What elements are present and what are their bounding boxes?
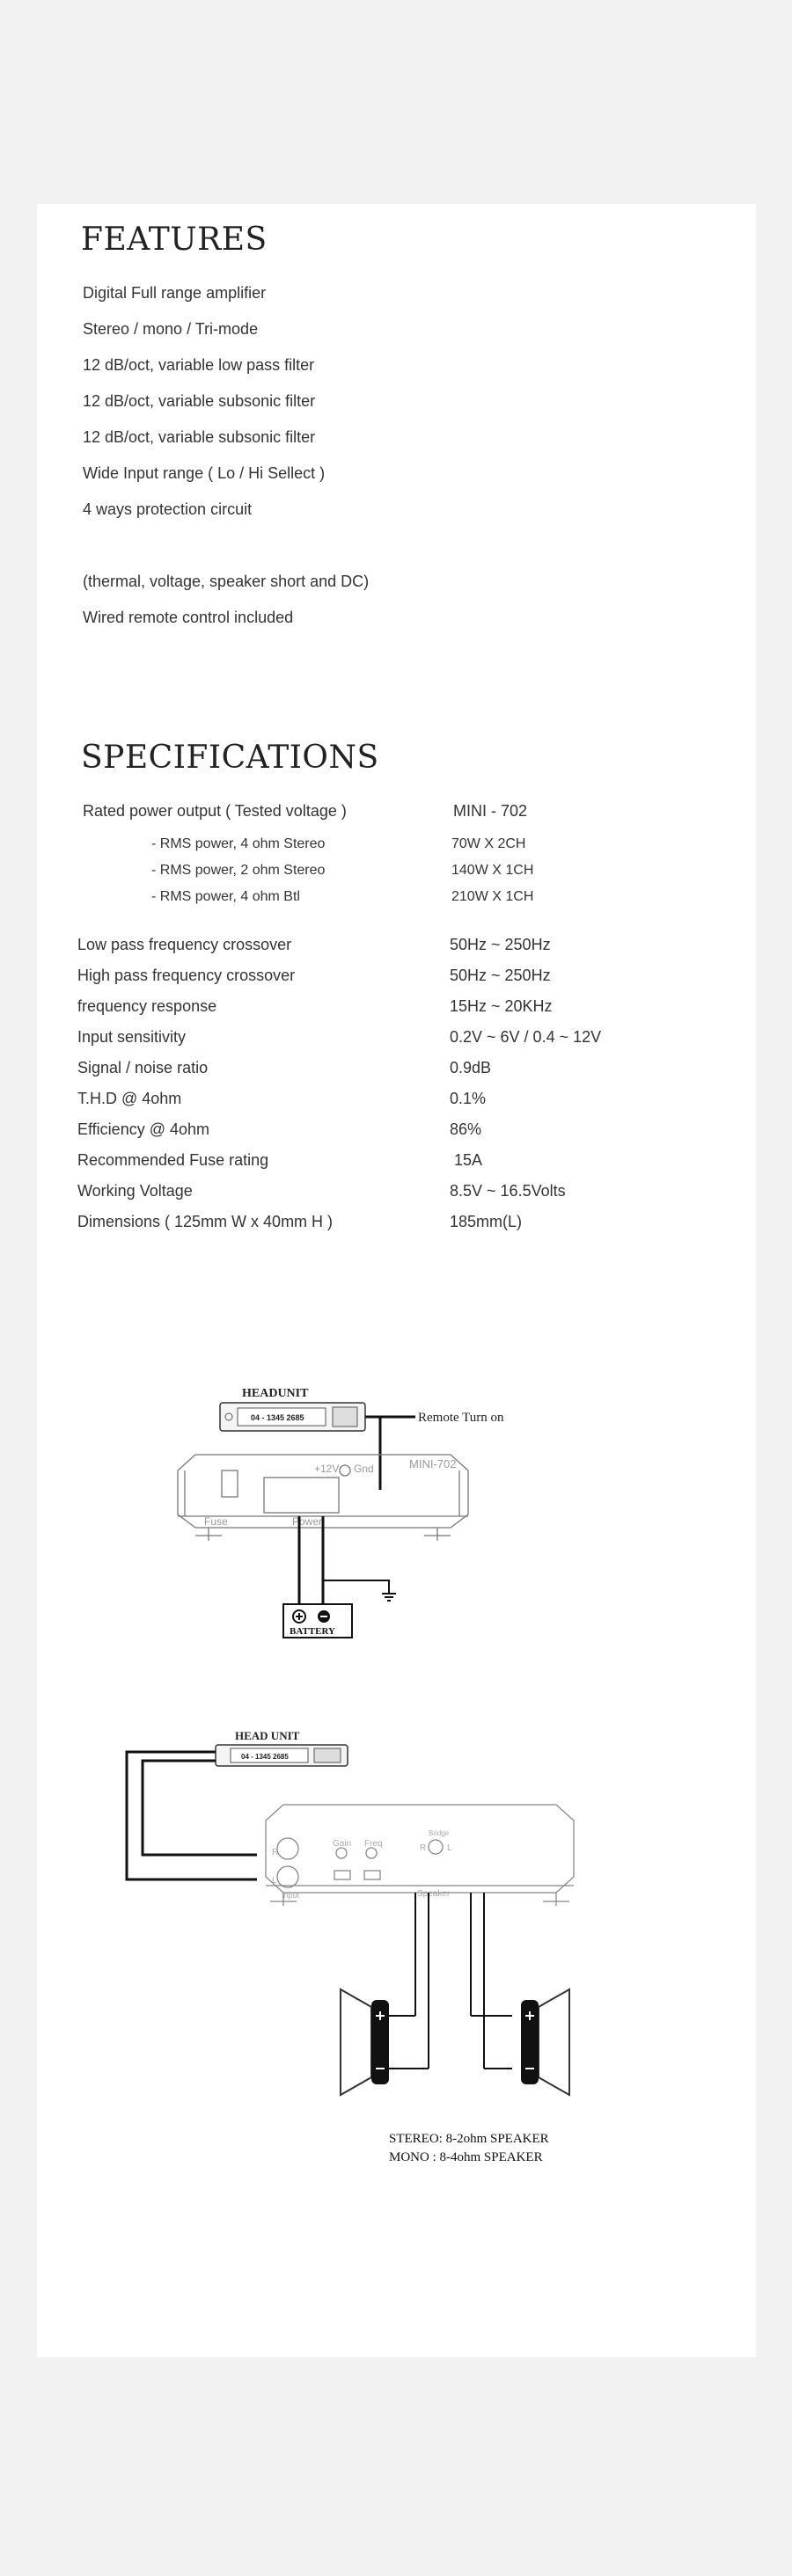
spec-label: frequency response (77, 997, 217, 1015)
spec-label: Efficiency @ 4ohm (77, 1120, 210, 1138)
spec-label: T.H.D @ 4ohm (77, 1090, 182, 1107)
spec-value: 50Hz ~ 250Hz (450, 967, 551, 984)
plus-12v-label: +12V (314, 1463, 340, 1475)
rms-label: - RMS power, 2 ohm Stereo (151, 863, 326, 878)
remote-turn-on-label: Remote Turn on (418, 1411, 504, 1425)
gain-label: Gain (333, 1839, 352, 1849)
rms-value: 140W X 1CH (451, 863, 534, 878)
spec-value: 50Hz ~ 250Hz (450, 936, 551, 953)
document-page (37, 204, 756, 2357)
spec-value: 0.1% (450, 1090, 487, 1107)
rated-power-label: Rated power output ( Tested voltage ) (83, 802, 347, 820)
rms-label: - RMS power, 4 ohm Stereo (151, 836, 326, 851)
speaker-icon (521, 1989, 569, 2095)
feature-item: Digital Full range amplifier (83, 284, 267, 302)
feature-item: (thermal, voltage, speaker short and DC) (83, 573, 370, 590)
fuse-label: Fuse (204, 1515, 228, 1528)
feature-item: 12 dB/oct, variable low pass filter (83, 356, 315, 374)
stereo-note: STEREO: 8-2ohm SPEAKER (389, 2132, 549, 2146)
headunit-label: HEADUNIT (242, 1387, 309, 1400)
head-unit-label: HEAD UNIT (235, 1729, 300, 1742)
spec-label: Dimensions ( 125mm W x 40mm H ) (77, 1213, 334, 1230)
freq-label: Freq (364, 1839, 383, 1849)
feature-item: 4 ways protection circuit (83, 500, 253, 518)
rms-label: - RMS power, 4 ohm Btl (151, 889, 300, 904)
gnd-label: Gnd (354, 1463, 374, 1475)
feature-item: 12 dB/oct, variable subsonic filter (83, 392, 316, 410)
spec-value: 0.2V ~ 6V / 0.4 ~ 12V (450, 1028, 602, 1046)
bridge-r-label: R (420, 1843, 427, 1853)
bridge-label: Bridge (429, 1829, 450, 1837)
spec-value: 86% (450, 1120, 482, 1138)
headunit-display: 04 - 1345 2685 (251, 1413, 304, 1422)
feature-item: 12 dB/oct, variable subsonic filter (83, 428, 316, 446)
input-l-label: L (272, 1876, 277, 1886)
rms-value: 210W X 1CH (451, 889, 534, 904)
spec-label: Working Voltage (77, 1182, 193, 1200)
bridge-l-label: L (447, 1843, 452, 1853)
input-label: Input (282, 1891, 300, 1900)
feature-item: Stereo / mono / Tri-mode (83, 320, 259, 338)
mono-note: MONO : 8-4ohm SPEAKER (389, 2150, 543, 2164)
power-label: Power (292, 1515, 323, 1528)
feature-item: Wired remote control included (83, 609, 294, 626)
spec-label: Recommended Fuse rating (77, 1151, 269, 1169)
speaker-label: Speaker (417, 1889, 451, 1899)
amp-model-label: MINI-702 (409, 1457, 457, 1470)
spec-label: Signal / noise ratio (77, 1059, 209, 1076)
speaker-icon (341, 1989, 389, 2095)
spec-value: 8.5V ~ 16.5Volts (450, 1182, 566, 1200)
battery-label: BATTERY (290, 1626, 335, 1637)
spec-label: Low pass frequency crossover (77, 936, 292, 953)
spec-value: 15A (454, 1151, 483, 1169)
model-name: MINI - 702 (453, 802, 528, 820)
headunit-display: 04 - 1345 2685 (241, 1753, 289, 1761)
spec-label: High pass frequency crossover (77, 967, 296, 984)
rms-value: 70W X 2CH (451, 836, 526, 851)
power-wiring-diagram (160, 1374, 600, 1673)
feature-item: Wide Input range ( Lo / Hi Sellect ) (83, 464, 326, 482)
input-r-label: R (272, 1848, 279, 1857)
speaker-wiring-diagram (125, 1726, 618, 2200)
spec-value: 185mm(L) (450, 1213, 523, 1230)
spec-label: Input sensitivity (77, 1028, 187, 1046)
specifications-title: SPECIFICATIONS (81, 740, 379, 776)
spec-value: 15Hz ~ 20KHz (450, 997, 553, 1015)
ground-icon (382, 1594, 396, 1601)
spec-value: 0.9dB (450, 1059, 492, 1076)
features-title: FEATURES (81, 222, 268, 258)
